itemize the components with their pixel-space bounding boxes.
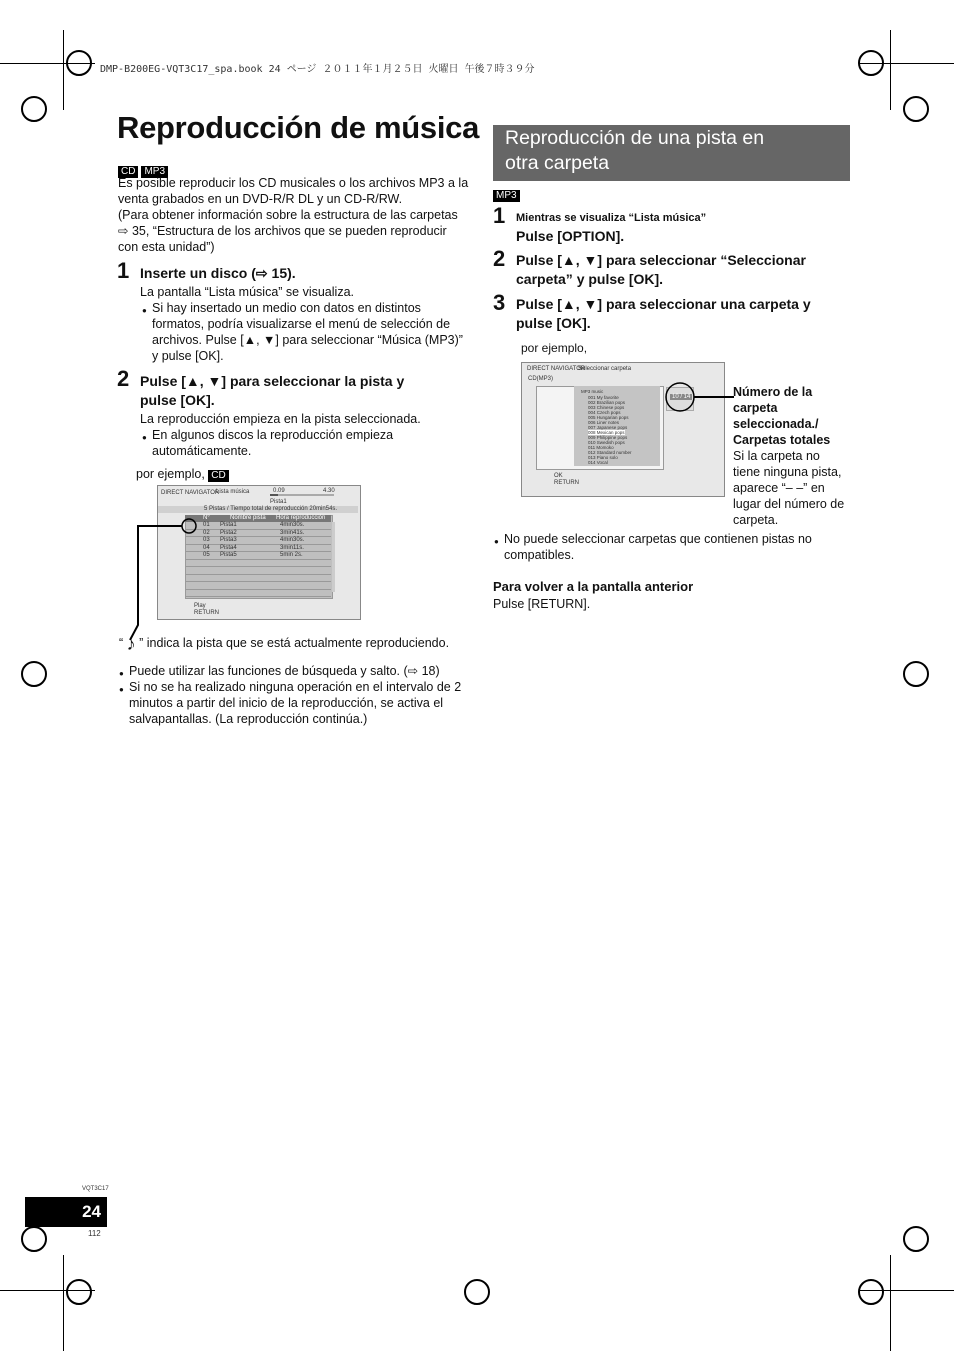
registration-mark-icon [858, 50, 884, 76]
step-title: Pulse [OPTION]. [516, 228, 625, 244]
file-header: DMP-B200EG-VQT3C17_spa.book 24 ページ ２０１１年１月２５日 火曜日 午後７時３９分 [100, 64, 535, 75]
section-header-bar: Reproducción de una pista en otra carpeta [493, 125, 850, 181]
table-cell: 4min30s. [280, 537, 305, 543]
music-note-icon: ♪ [126, 634, 136, 654]
table-cell: Pista2 [220, 529, 237, 536]
table-cell: Pista4 [220, 544, 237, 551]
table-row [185, 575, 331, 583]
table-cell: 03 [203, 537, 210, 543]
step-number: 1 [117, 258, 130, 283]
example-label: por ejemplo, CD [136, 466, 232, 482]
return-text: Pulse [RETURN]. [493, 597, 591, 611]
table-row [185, 590, 331, 598]
registration-mark-icon [464, 1279, 490, 1305]
media-badges [493, 185, 523, 203]
folder-item: 008 Mexican pops [588, 430, 625, 435]
doc-code: VQT3C17 [82, 1186, 109, 1192]
table-cell: 02 [203, 529, 210, 536]
step-note: La reproducción empieza en la pista seleccionada. [140, 412, 421, 426]
folder-callout-line [660, 378, 740, 418]
bottom-bullet: ● Puede utilizar las funciones de búsqueda y salto. (⇨ 18) [129, 663, 489, 679]
table-cell: Pista1 [220, 522, 237, 528]
bottom-bullet: ● Si no se ha realizado ninguna operación en el intervalo de 2 minutos a partir del inicio de la reproducción, se activa el salvapantallas. (La reproducción continúa.) [129, 679, 489, 727]
step-number: 3 [493, 290, 506, 315]
badge-mp3: MP3 [493, 190, 520, 202]
folder-item: 013 Piano solo [588, 455, 618, 460]
table-cell: 04 [203, 544, 210, 551]
right-bullet: ● No puede seleccionar carpetas que contienen pistas no compatibles. [504, 531, 854, 563]
table-cell: 5min 2s. [280, 552, 303, 558]
registration-mark-icon [903, 661, 929, 687]
step-number: 2 [493, 246, 506, 271]
registration-mark-icon [21, 96, 47, 122]
step-title: Inserte un disco (⇨ 15). [140, 265, 296, 281]
folder-item: 011 Momoko [588, 445, 614, 450]
folder-item: 003 Chinese pops [588, 405, 625, 410]
step-title: Pulse [▲, ▼] para seleccionar la pista y pulse [OK]. [140, 373, 405, 408]
step-bullet: ● En algunos discos la reproducción empieza automáticamente. [152, 427, 482, 459]
table-row [185, 582, 331, 590]
music-list-screen: DIRECT NAVIGATOR Lista música 0.09 4.30 Pista1 5 Pistas / Tiempo total de reproducción 20min54s. N° Nombre pista Hora reproducción Play RETURN 01 Pista1 4min30s. 02 Pista2 3min41s. 03 Pista3 4min30s. 04 Pista4 3min11s. 05 Pista5 5min 2s. [157, 485, 361, 620]
table-cell: Pista5 [220, 552, 237, 558]
folder-item: 005 Hungarian pops [588, 415, 629, 420]
registration-mark-icon [903, 96, 929, 122]
intro-text: Es posible reproducir los CD musicales o los archivos MP3 a la venta grabados en un DVD-R/R DL y un CD-R/RW. (Para obtener información sobre la estructura de las carpetas ⇨ 35, “Estructura de los archivos que se pueden reproducir con esta unidad”) [118, 176, 469, 254]
step-sub: Mientras se visualiza “Lista música” [516, 212, 707, 224]
folder-item: 001 My favorite [588, 395, 619, 400]
registration-mark-icon [903, 1226, 929, 1252]
folder-item: 004 Czech pops [588, 410, 621, 415]
example-label: por ejemplo, [521, 341, 588, 355]
callout-line [120, 515, 200, 645]
table-cell: 3min11s. [280, 544, 304, 551]
table-row [185, 560, 331, 568]
step-number: 2 [117, 366, 130, 391]
badge-mp3: MP3 [141, 166, 168, 178]
registration-mark-icon [66, 1279, 92, 1305]
folder-item: 006 Liner notes [588, 420, 620, 425]
step-note: La pantalla “Lista música” se visualiza. [140, 285, 354, 299]
table-cell: 3min41s. [280, 529, 305, 536]
badge-cd: CD [118, 166, 138, 178]
step-title: Pulse [▲, ▼] para seleccionar “Seleccionar carpeta” y pulse [OK]. [516, 252, 806, 287]
folder-item: 012 Standard number [588, 450, 632, 455]
table-cell: 4min30s. [280, 522, 305, 528]
registration-mark-icon [21, 661, 47, 687]
table-row [185, 567, 331, 575]
page-number: 24 [25, 1197, 107, 1227]
playing-note: “ ♪ ” indica la pista que se está actualmente reproduciendo. [119, 634, 450, 654]
folder-callout: Número de la carpeta seleccionada./ Carpetas totales Si la carpeta no tiene ninguna pista, aparece “– –” en lugar del número de carpeta. [733, 385, 845, 527]
sub-page-number: 112 [88, 1229, 101, 1238]
table-cell: 01 [203, 522, 210, 528]
registration-mark-icon [21, 1226, 47, 1252]
folder-item: 007 Japanese pops [588, 425, 628, 430]
folder-item: 009 Philippine pops [588, 435, 628, 440]
step-title: Pulse [▲, ▼] para seleccionar una carpeta y pulse [OK]. [516, 296, 811, 331]
folder-item: 014 Vocal [588, 460, 608, 465]
table-cell: Pista3 [220, 537, 237, 543]
registration-mark-icon [858, 1279, 884, 1305]
folder-select-screen: DIRECT NAVIGATOR Seleccionar carpeta CD(MP3) MP3 music 10 / 14 OK RETURN 001 My favorite 002 Brazilian pops 003 Chinese pops 004 Czech pops 005 Hungarian pops 006 Liner notes 007 Japanese pops 008 Mexican pops 009 Philippine pops 010 Swedish pops 011 Momoko 012 Standard number 013 Piano solo 014 Vocal [521, 362, 725, 497]
step-bullet: ● Si hay insertado un medio con datos en distintos formatos, podría visualizarse el menú de selección de archivos. Pulse [▲, ▼] para seleccionar “Música (MP3)” y pulse [OK]. [152, 300, 482, 364]
folder-item: 002 Brazilian pops [588, 400, 626, 405]
step-number: 1 [493, 203, 506, 228]
page-title: Reproducción de música [117, 110, 480, 145]
registration-mark-icon [66, 50, 92, 76]
return-title: Para volver a la pantalla anterior [493, 579, 694, 594]
badge-cd: CD [208, 470, 228, 482]
folder-item: 010 Swedish pops [588, 440, 625, 445]
table-cell: 05 [203, 552, 210, 558]
